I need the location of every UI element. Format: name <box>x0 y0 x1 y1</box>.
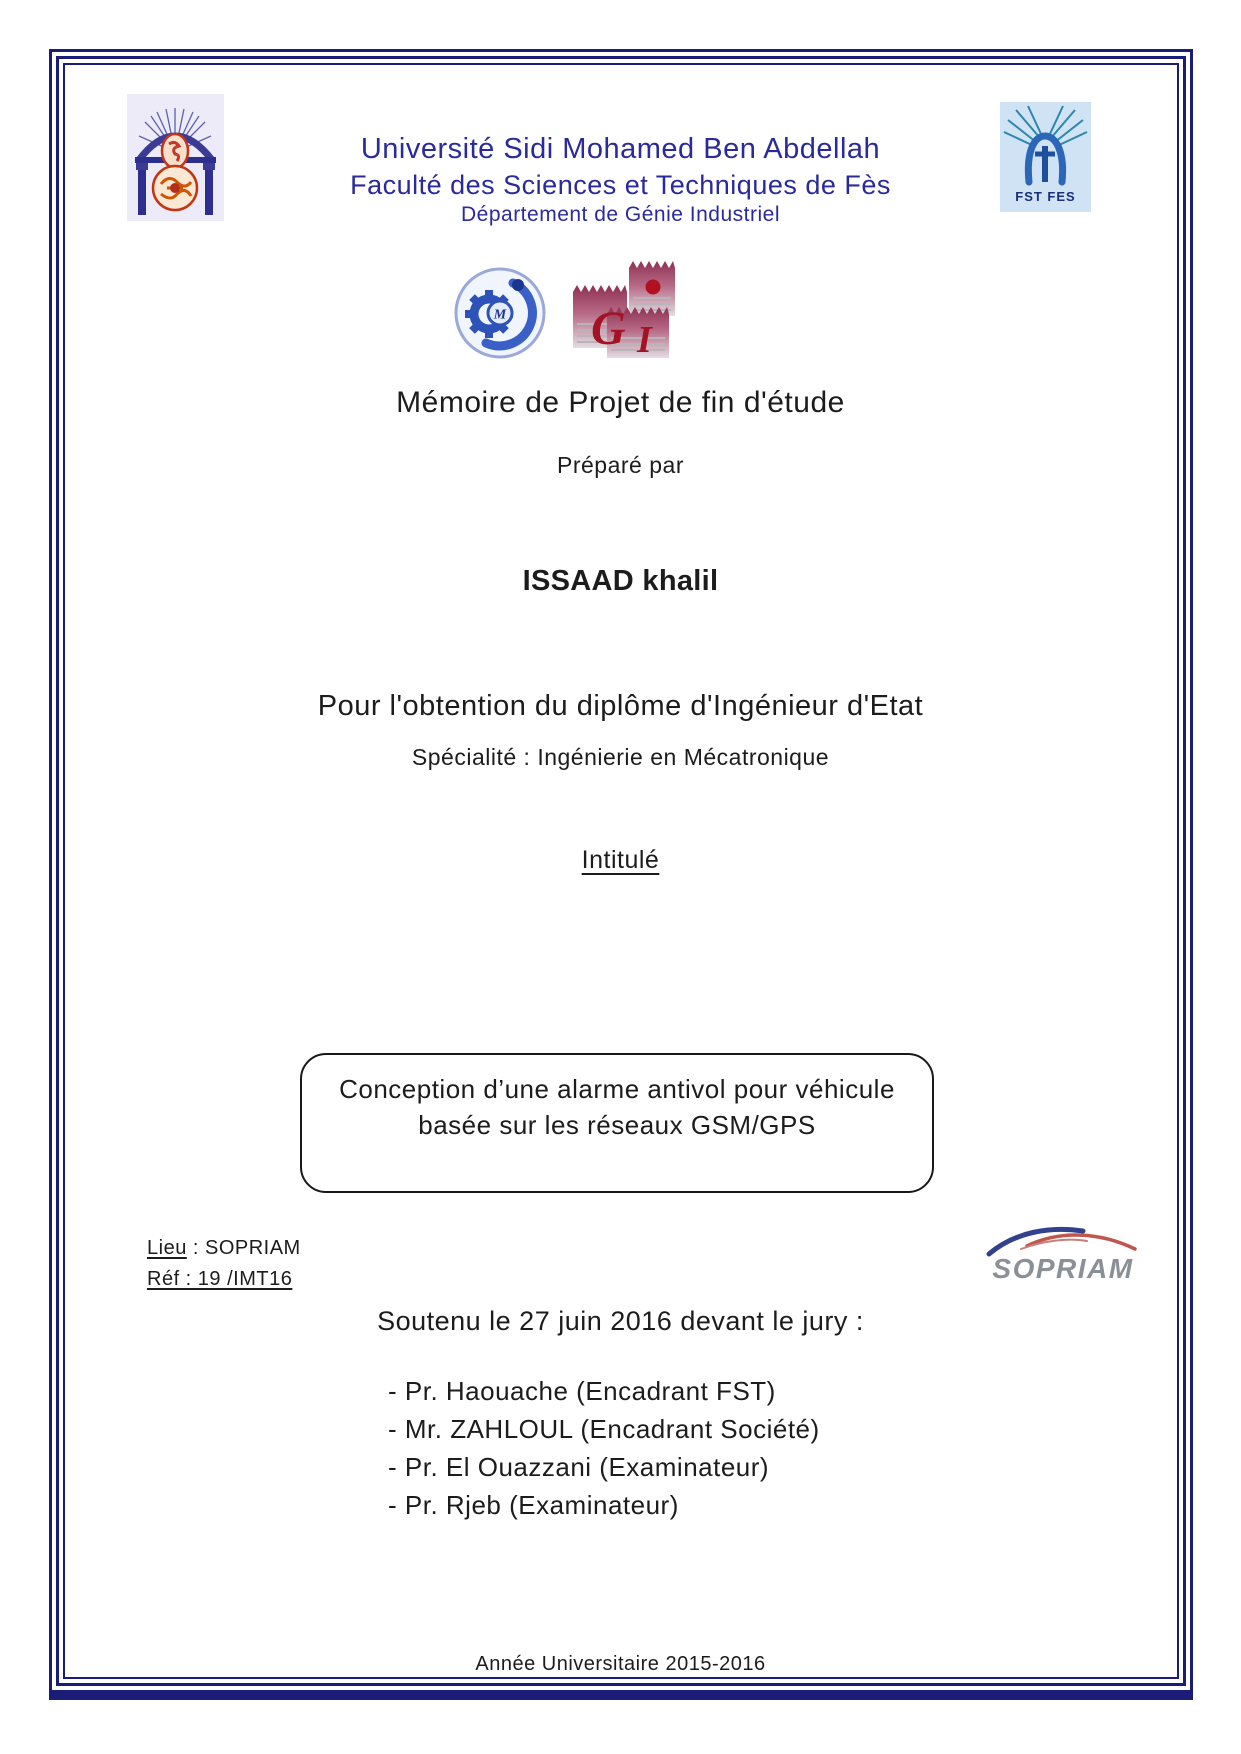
mechatronics-gear-logo-icon <box>453 266 548 361</box>
lieu-line <box>147 1233 301 1264</box>
lieu-value: : SOPRIAM <box>186 1237 301 1259</box>
defense-intro: Soutenu le 27 juin 2016 devant le jury : <box>377 1306 864 1336</box>
lieu-label: Lieu <box>147 1237 187 1259</box>
project-title-line1: Conception d’une alarme antivol pour véhicule <box>339 1074 895 1104</box>
faculty-name: Faculté des Sciences et Techniques de Fès <box>350 170 891 200</box>
university-name: Université Sidi Mohamed Ben Abdellah <box>360 133 881 165</box>
jury-member: - Pr. Rjeb (Examinateur) <box>388 1490 679 1520</box>
sopriam-logo-icon <box>975 1222 1145 1284</box>
jury-list <box>388 1372 820 1524</box>
project-title-line2: basée sur les réseaux GSM/GPS <box>418 1110 816 1141</box>
department-name: Département de Génie Industriel <box>460 203 780 226</box>
jury-member: - Pr. El Ouazzani (Examinateur) <box>388 1452 770 1482</box>
gi-letter-g: G <box>591 302 626 355</box>
location-block <box>147 1233 301 1295</box>
gi-letter-i: I <box>637 319 652 361</box>
prepared-by-label: Préparé par <box>557 452 684 478</box>
speciality-line: Spécialité : Ingénierie en Mécatronique <box>411 744 830 770</box>
author-name: ISSAAD khalil <box>522 565 719 597</box>
jury-member: - Mr. ZAHLOUL (Encadrant Société) <box>388 1414 820 1444</box>
gi-department-logo-icon <box>567 258 679 361</box>
fst-logo-caption: FST FES <box>1015 189 1076 204</box>
intitule-label: Intitulé <box>581 846 660 874</box>
academic-year: Année Universitaire 2015-2016 <box>475 1653 766 1675</box>
gear-logo-letter: M <box>493 307 507 323</box>
document-type-title: Mémoire de Projet de fin d'étude <box>396 386 845 419</box>
sopriam-logo-text: SOPRIAM <box>992 1253 1134 1284</box>
ref-line: Réf : 19 /IMT16 <box>147 1268 293 1290</box>
project-title-box <box>300 1053 934 1193</box>
degree-purpose: Pour l'obtention du diplôme d'Ingénieur d'Etat <box>317 690 924 722</box>
jury-member: - Pr. Haouache (Encadrant FST) <box>388 1376 776 1406</box>
fst-fes-logo-icon <box>1000 102 1091 212</box>
